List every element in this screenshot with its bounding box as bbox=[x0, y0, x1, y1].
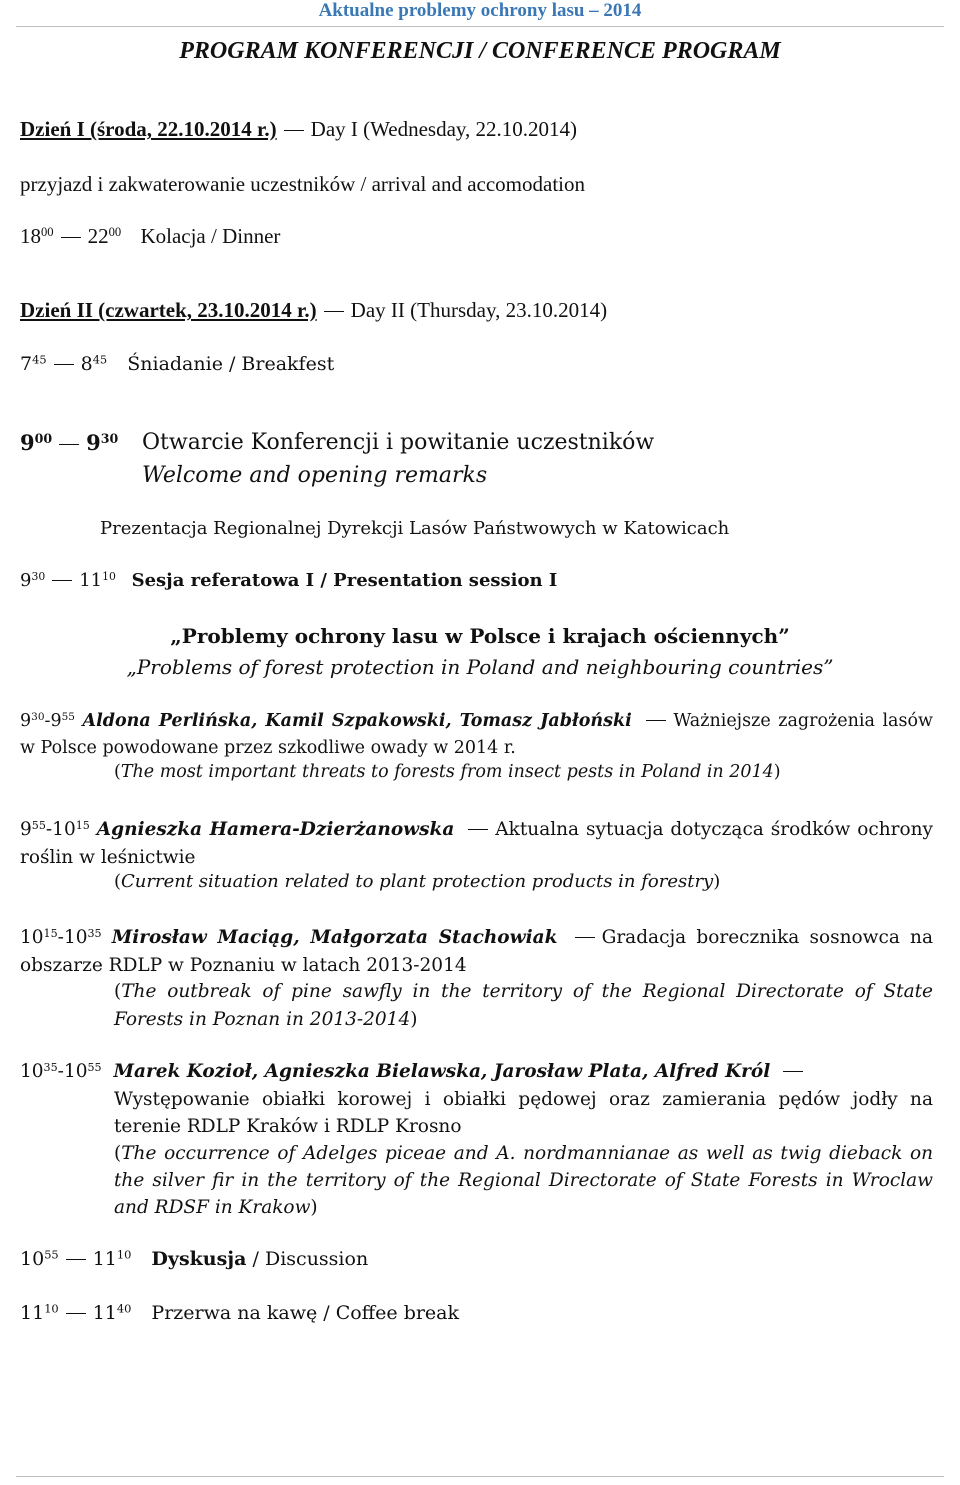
day2-label-pl: Dzień II (czwartek, 23.10.2014 r.) bbox=[20, 298, 317, 322]
talk-authors: Aldona Perlińska, Kamil Szpakowski, Tomasz Jabłoński bbox=[82, 711, 632, 731]
program-title: PROGRAM KONFERENCJI / CONFERENCE PROGRAM bbox=[179, 38, 781, 64]
discussion-label-pl: Dyskusja bbox=[151, 1248, 247, 1270]
opening-title-en: Welcome and opening remarks bbox=[142, 463, 488, 488]
opening-row: $9^{00}$ $9^{30}$ bbox=[20, 430, 119, 455]
talk-1: $9^{30}-9^{55}$ Aldona Perlińska, Kamil Szpakowski, Tomasz Jabłoński Ważniejsze zagrożenia lasów w Polsce powodowane przez szkodliwe owady w 2014 r. bbox=[20, 711, 933, 758]
running-title: Aktualne problemy ochrony lasu – 2014 bbox=[318, 0, 642, 21]
day1-label-en: Day I (Wednesday, 22.10.2014) bbox=[310, 117, 578, 141]
dinner-label: Kolacja / Dinner bbox=[140, 224, 281, 248]
session1-theme-en: „Problems of forest protection in Poland and neighbouring countries” bbox=[126, 655, 834, 679]
talk-3: $10^{15}-10^{35}$ Mirosław Maciąg, Małgorzata Stachowiak Gradacja borecznika sosnowca na obszarze RDLP w Poznaniu w latach 2013-2014 bbox=[20, 926, 933, 976]
talk-title-pl: Aktualna sytuacja dotycząca środków ochrony roślin w leśnictwie bbox=[20, 819, 933, 868]
session1-row: $9^{30}$ $11^{10}$ Sesja referatowa I / Presentation session I bbox=[20, 570, 558, 591]
day1-label-pl: Dzień I (środa, 22.10.2014 r.) bbox=[20, 117, 277, 141]
talk-4: $10^{35}-10^{55}$ Marek Kozioł, Agnieszka Bielawska, Jarosław Plata, Alfred Król bbox=[20, 1058, 933, 1086]
opening-presentation: Prezentacja Regionalnej Dyrekcji Lasów Państwowych w Katowicach bbox=[100, 518, 730, 539]
talk-1-title-en: (The most important threats to forests from insect pests in Poland in 2014) bbox=[114, 762, 781, 782]
discussion-row: $10^{55}$ $11^{10}$ Dyskusja / Discussion bbox=[20, 1247, 369, 1270]
breakfast-row: $7^{45}$ $8^{45}$ Śniadanie / Breakfest bbox=[20, 352, 335, 375]
header-rule bbox=[16, 26, 944, 27]
day1-dinner: $18^{00}$ $22^{00}$ Kolacja / Dinner bbox=[20, 224, 281, 248]
day1-arrival: przyjazd i zakwaterowanie uczestników / arrival and accomodation bbox=[20, 172, 586, 196]
talk-4-title-en: (The occurrence of Adelges piceae and A. nordmannianae as well as twig dieback on the silver fir in the territory of the Regional Directorate of State Forests in Wroclaw and RDSF in Krakow) bbox=[114, 1143, 933, 1218]
day2-label-en: Day II (Thursday, 23.10.2014) bbox=[350, 298, 608, 322]
talk-title-pl: Ważniejsze zagrożenia lasów w Polsce powodowane przez szkodliwe owady w 2014 r. bbox=[20, 711, 933, 758]
session1-label: Sesja referatowa I / Presentation session I bbox=[131, 570, 558, 591]
day2-heading bbox=[20, 298, 607, 323]
coffee-row: $11^{10}$ $11^{40}$ Przerwa na kawę / Coffee break bbox=[20, 1301, 460, 1324]
talk-4-title-pl: Występowanie obiałki korowej i obiałki pędowej oraz zamierania pędów jodły na terenie RDLP Kraków i RDLP Krosno bbox=[114, 1089, 933, 1137]
talk-3-title-en: (The outbreak of pine sawfly in the territory of the Regional Directorate of State Forests in Poznan in 2013-2014) bbox=[114, 981, 933, 1030]
talk-title-pl: Gradacja borecznika sosnowca na obszarze RDLP w Poznaniu w latach 2013-2014 bbox=[20, 927, 933, 976]
coffee-label: Przerwa na kawę / Coffee break bbox=[151, 1302, 460, 1324]
talk-authors: Mirosław Maciąg, Małgorzata Stachowiak bbox=[111, 927, 558, 948]
day1-heading bbox=[20, 117, 577, 142]
opening-title-pl: Otwarcie Konferencji i powitanie uczestników bbox=[142, 430, 655, 455]
footer-rule bbox=[16, 1476, 944, 1477]
talk-authors: Marek Kozioł, Agnieszka Bielawska, Jarosław Plata, Alfred Król bbox=[113, 1061, 771, 1082]
talk-2: $9^{55}-10^{15}$ Agnieszka Hamera-Dzierżanowska Aktualna sytuacja dotycząca środków ochrony roślin w leśnictwie bbox=[20, 818, 933, 868]
breakfast-label: Śniadanie / Breakfest bbox=[127, 353, 335, 375]
talk-authors: Agnieszka Hamera-Dzierżanowska bbox=[96, 819, 455, 840]
discussion-label-en: / Discussion bbox=[252, 1248, 369, 1270]
talk-2-title-en: (Current situation related to plant protection products in forestry) bbox=[114, 871, 721, 892]
session1-theme-pl: „Problemy ochrony lasu w Polsce i krajach ościennych” bbox=[170, 624, 790, 648]
